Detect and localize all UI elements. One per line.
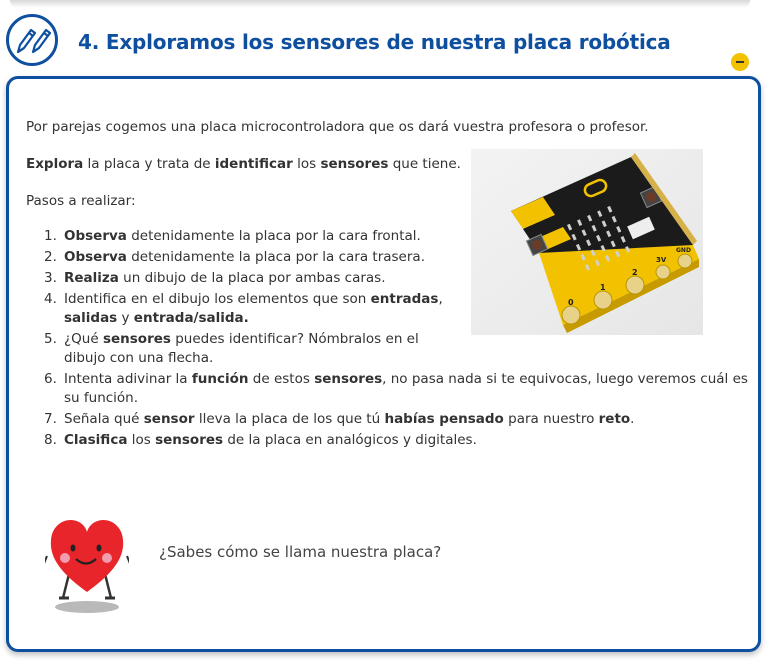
pin-label: 1 xyxy=(600,283,606,292)
list-item: Observa detenidamente la placa por la cara frontal. xyxy=(64,228,421,244)
list-item: Intenta adivinar la función de estos sensores, no pasa nada si te equivocas, luego veremos cuál es su función. xyxy=(64,371,748,406)
pin-pad xyxy=(656,265,670,279)
pin-label: 3V xyxy=(656,256,667,264)
content-card xyxy=(6,76,761,652)
list-item: Observa detenidamente la placa por la cara trasera. xyxy=(64,249,425,265)
pin-pad xyxy=(626,276,644,294)
microbit-board-image xyxy=(471,149,703,335)
section-title: 4. Exploramos los sensores de nuestra placa robótica xyxy=(78,30,671,54)
list-item: ¿Qué sensores puedes identificar? Nómbralos en el dibujo con una flecha. xyxy=(64,331,419,366)
minus-circle-icon[interactable] xyxy=(731,53,749,71)
pin-label: GND xyxy=(676,247,691,254)
intro-text: Por parejas cogemos una placa microcontroladora que os dará vuestra profesora o profesor. xyxy=(26,119,649,135)
pin-label: 0 xyxy=(568,298,574,307)
list-item: Identifica en el dibujo los elementos que son entradas, salidas y entrada/salida. xyxy=(64,291,443,326)
pencils-icon xyxy=(6,14,58,66)
heart-mascot-image xyxy=(45,514,129,614)
pin-label: 2 xyxy=(632,268,638,277)
previous-card-shadow xyxy=(10,0,750,8)
pin-pad xyxy=(678,254,692,268)
pin-pad xyxy=(562,306,580,324)
list-item: Realiza un dibujo de la placa por ambas caras. xyxy=(64,270,386,286)
section-header[interactable] xyxy=(0,10,775,76)
question-text: ¿Sabes cómo se llama nuestra placa? xyxy=(159,543,442,561)
steps-heading: Pasos a realizar: xyxy=(26,193,136,209)
list-item: Clasifica los sensores de la placa en analógicos y digitales. xyxy=(64,432,477,448)
explora-text: Explora la placa y trata de identificar los sensores que tiene. xyxy=(26,156,461,172)
list-item: Señala qué sensor lleva la placa de los que tú habías pensado para nuestro reto. xyxy=(64,411,635,427)
pin-pad xyxy=(594,291,612,309)
